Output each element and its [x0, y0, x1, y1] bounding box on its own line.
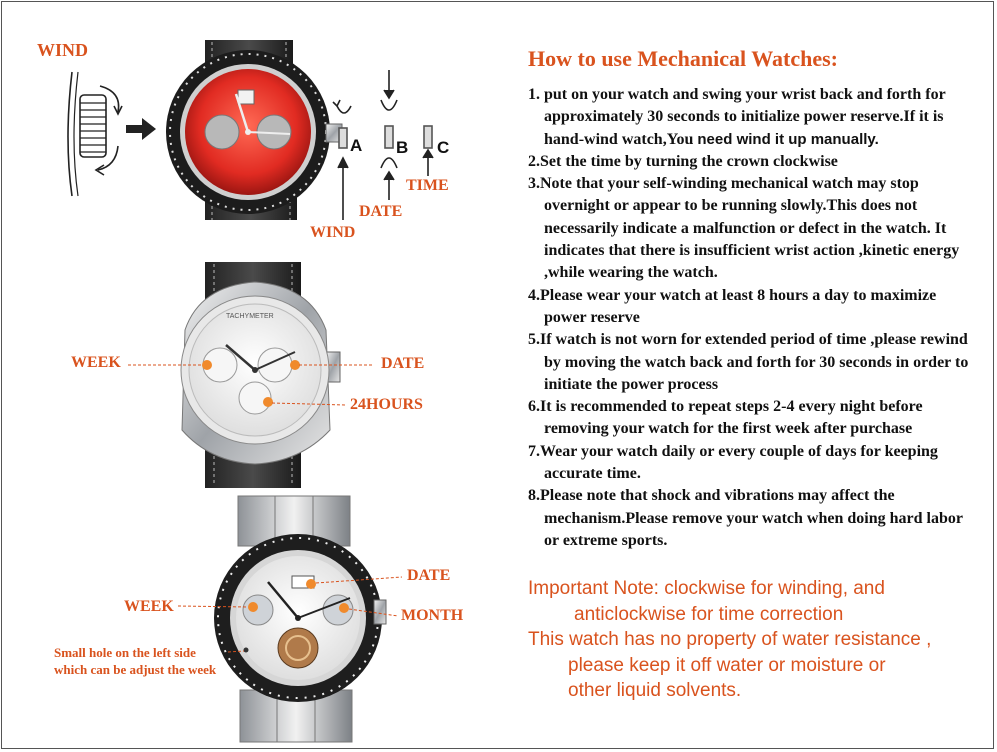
step-text: 6.It is recommended to repeat steps 2-4 every night before removing your watch for the first week after purchase: [528, 398, 923, 438]
note-line: anticlockwise for time correction: [574, 603, 844, 625]
important-note: [528, 576, 988, 704]
step-text: 4.Please wear your watch at least 8 hours a day to maximize power reserve: [528, 286, 937, 326]
step-text: 1. put on your watch and swing your wrist back and forth for approximately 30 seconds to initialize power reserve.If it is hand-wind watch,You: [528, 86, 946, 148]
step-text: 8.Please note that shock and vibrations may affect the mechanism.Please remove your watch when doing hard labor or extreme sports.: [528, 487, 963, 549]
date-label-1: DATE: [359, 203, 403, 220]
note-line: Important Note: clockwise for winding, and: [528, 578, 885, 599]
crown-positions: [333, 70, 433, 220]
instruction-step: [528, 285, 978, 330]
step-text: 5.If watch is not worn for extended period of time ,please rewind by moving the watch back and forth for 30 seconds in order to initiate the power process: [528, 331, 969, 393]
crown-c-label: C: [437, 138, 450, 157]
date-label-2: DATE: [381, 355, 425, 372]
24hours-label: 24HOURS: [350, 396, 423, 413]
note-line: please keep it off water or moisture or: [568, 654, 886, 676]
watch-steel-bracelet: [178, 496, 402, 742]
crown-diagram: [68, 72, 156, 196]
step-text: 7.Wear your watch daily or every couple of days for keeping accurate time.: [528, 442, 938, 483]
hole-note-line2: which can be adjust the week: [54, 662, 217, 677]
wind-label: WIND: [37, 40, 89, 60]
crown-a-label: A: [350, 136, 363, 155]
instruction-step: [528, 173, 978, 284]
instruction-step: [528, 84, 978, 151]
note-line: other liquid solvents.: [568, 680, 742, 701]
instruction-steps: [528, 84, 978, 552]
instruction-step: [528, 151, 978, 173]
crown-b-label: B: [396, 138, 409, 157]
watch-white-dial: [128, 262, 372, 488]
step-text: 2.Set the time by turning the crown clockwise: [528, 152, 838, 170]
step-emphasis: need wind it up manually.: [697, 130, 879, 148]
instruction-step: [528, 329, 978, 396]
step-text: 3.Note that your self-winding mechanical watch may stop overnight or appear to be running slowly.This does not necessarily indicate a malfunction or defect in the watch. It indicates that there is insufficient wrist action ,kinetic energy ,while wearing the watch.: [528, 175, 960, 282]
week-label-2: WEEK: [124, 598, 174, 615]
hole-note-line1: Small hole on the left side: [54, 645, 196, 660]
dial-text: TACHYMETER: [226, 313, 274, 320]
watch-red-dial: [166, 40, 342, 220]
time-label: TIME: [406, 177, 449, 194]
instructions-title: How to use Mechanical Watches:: [528, 46, 839, 71]
instruction-step: [528, 396, 978, 441]
instruction-step: [528, 441, 978, 486]
note-line: This watch has no property of water resistance ,: [528, 629, 932, 650]
instruction-step: [528, 485, 978, 552]
wind-label-2: WIND: [310, 224, 356, 241]
week-label-1: WEEK: [71, 354, 121, 371]
month-label: MONTH: [401, 607, 464, 624]
date-label-3: DATE: [407, 567, 451, 584]
